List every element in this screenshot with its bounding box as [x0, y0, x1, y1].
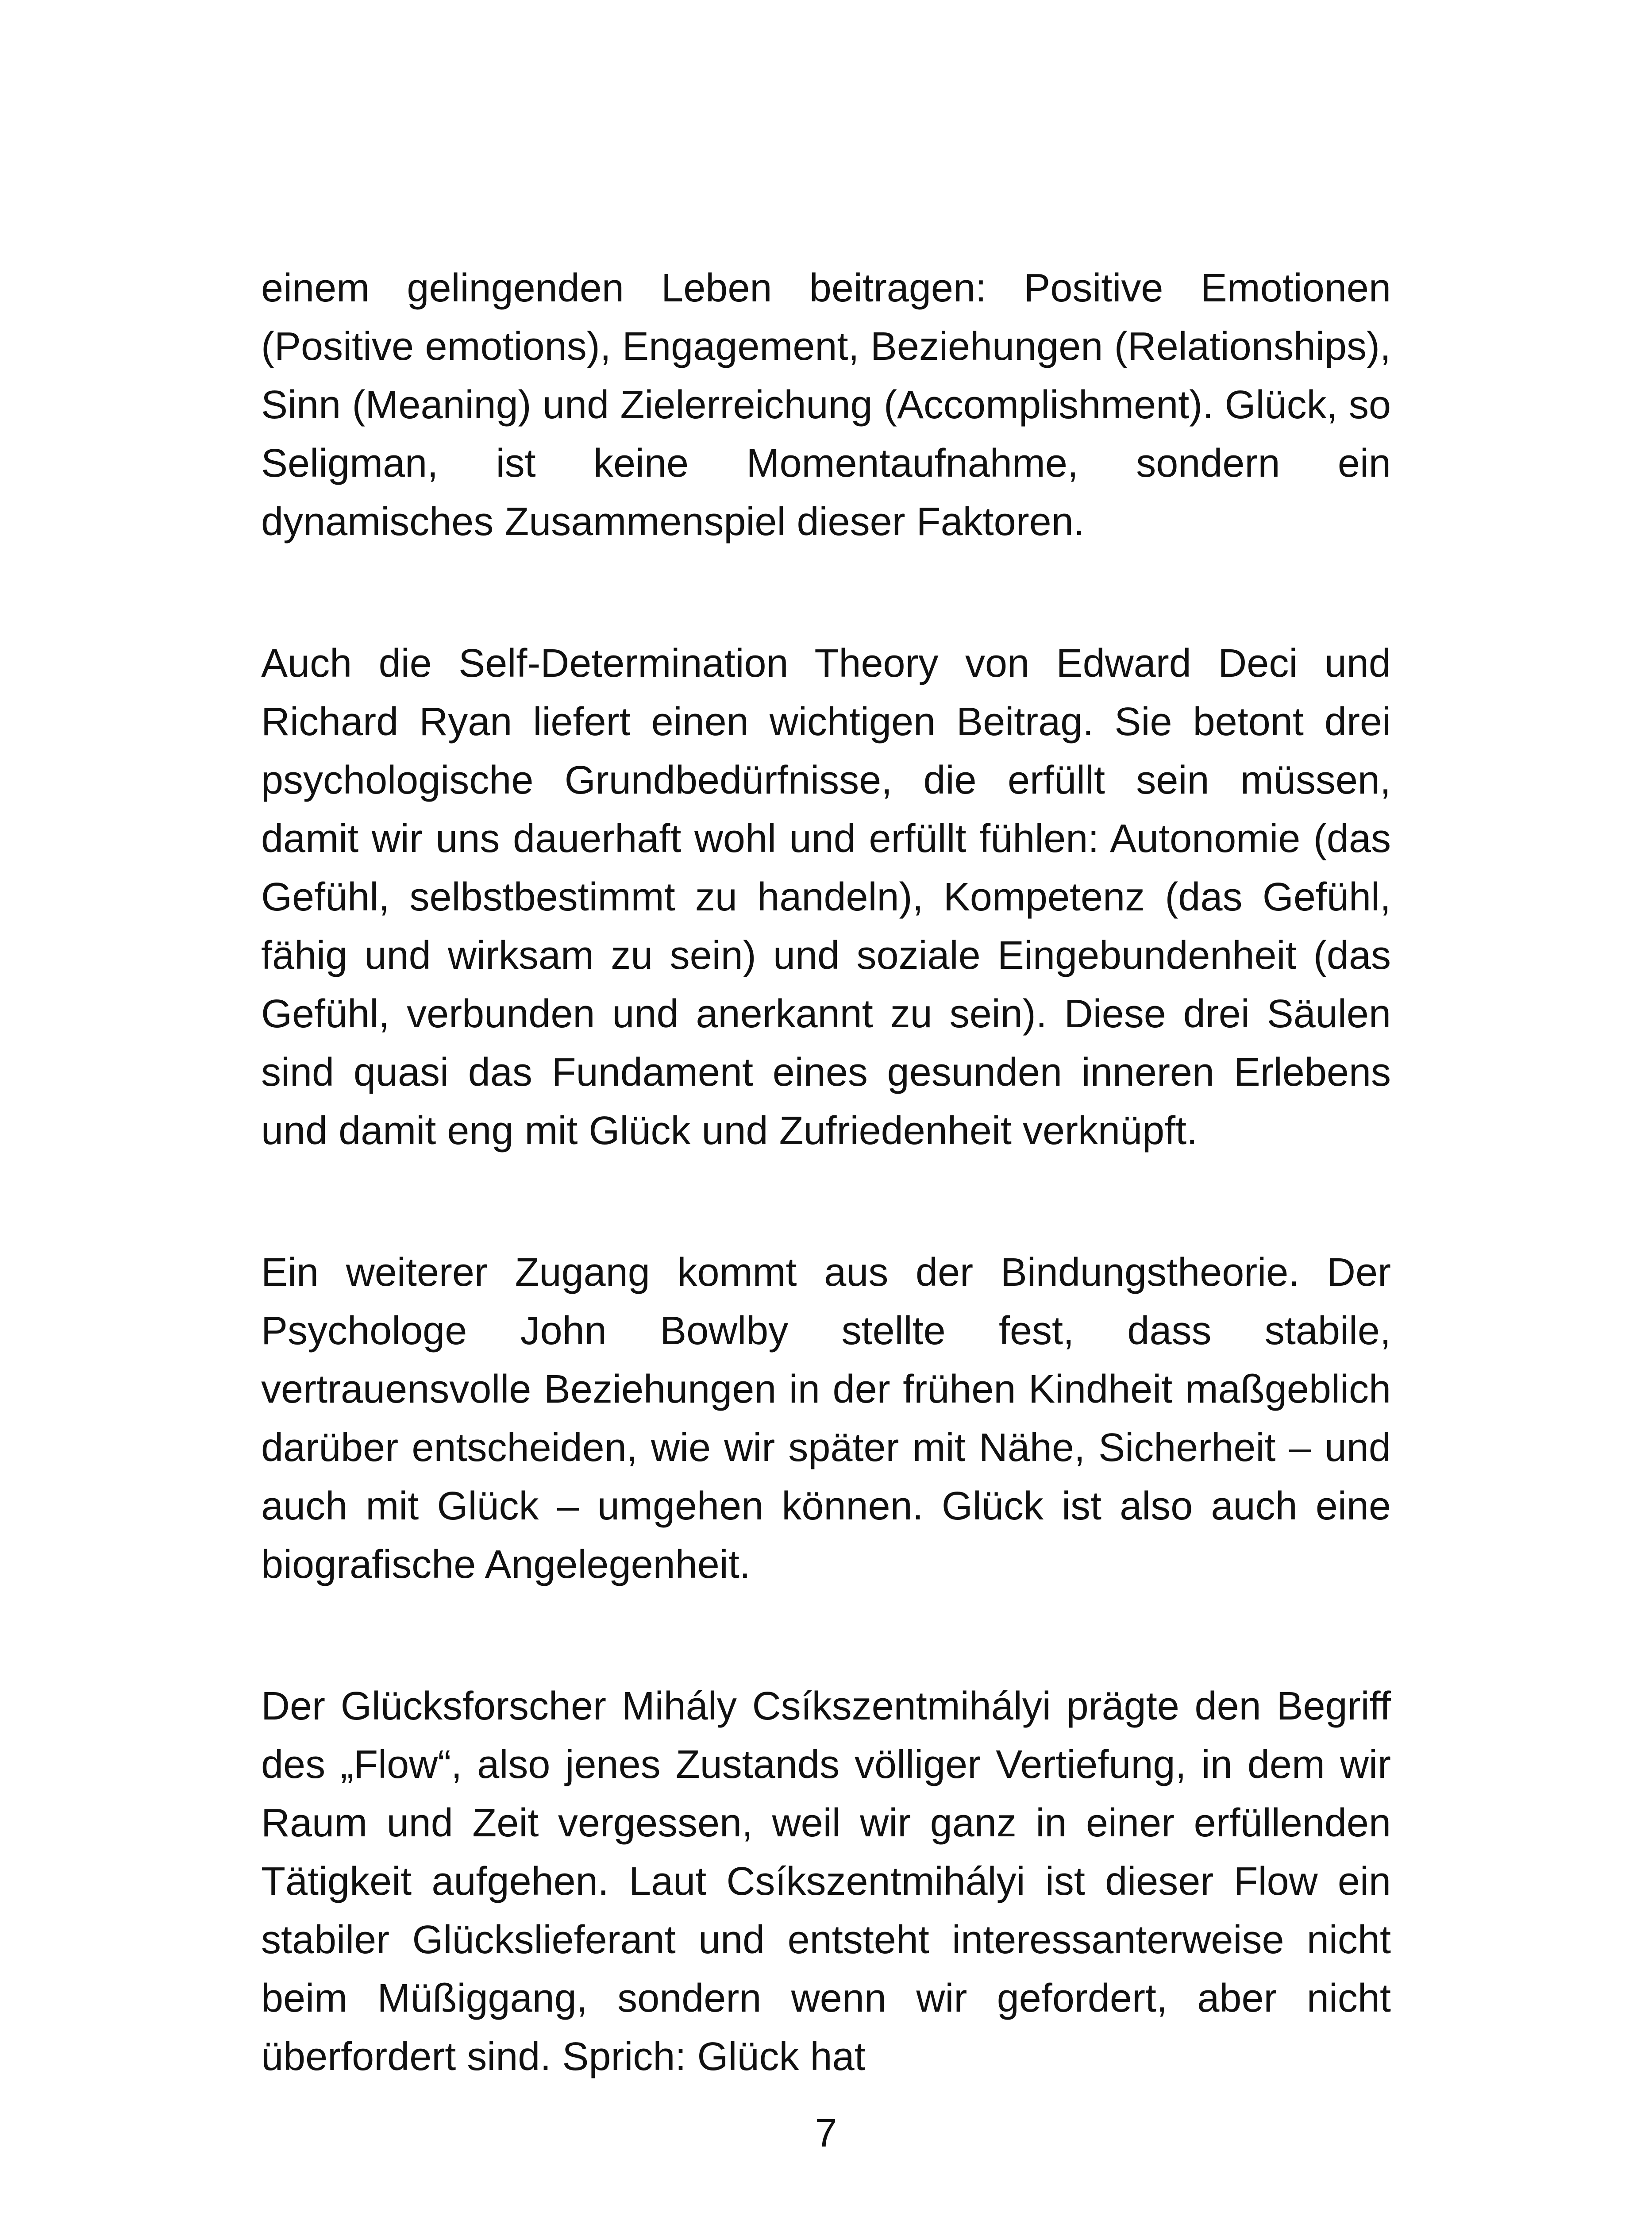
- body-text: [261, 259, 1391, 2086]
- paragraph-2: Auch die Self-Determination Theory von Edward Deci und Richard Ryan liefert einen wichtigen Beitrag. Sie betont drei psychologische Grundbedürfnisse, die erfüllt sein müssen, damit wir uns dauerhaft wohl und erfüllt fühlen: Autonomie (das Gefühl, selbstbestimmt zu handeln), Kompetenz (das Gefühl, fähig und wirksam zu sein) und soziale Eingebundenheit (das Gefühl, verbunden und anerkannt zu sein). Diese drei Säulen sind quasi das Fundament eines gesunden inneren Erlebens und damit eng mit Glück und Zufriedenheit verknüpft.: [261, 641, 1391, 1153]
- page-number: 7: [815, 2111, 837, 2155]
- paragraph-3: Ein weiterer Zugang kommt aus der Bindungstheorie. Der Psychologe John Bowlby stellte fest, dass stabile, vertrauensvolle Beziehungen in der frühen Kindheit maßgeblich darüber entscheiden, wie wir später mit Nähe, Sicherheit – und auch mit Glück – umgehen können. Glück ist also auch eine biografische Angelegenheit.: [261, 1250, 1391, 1587]
- paragraph-1: einem gelingenden Leben beitragen: Positive Emotionen (Positive emotions), Engagement, Beziehungen (Relationships), Sinn (Meaning) und Zielerreichung (Accomplishment). Glück, so Seligman, ist keine Momentaufnahme, sondern ein dynamisches Zusammenspiel dieser Faktoren.: [261, 266, 1391, 544]
- paragraph-4: Der Glücksforscher Mihály Csíkszentmihályi prägte den Begriff des „Flow“, also jenes Zustands völliger Vertiefung, in dem wir Raum und Zeit vergessen, weil wir ganz in einer erfüllenden Tätigkeit aufgehen. Laut Csíkszentmihályi ist dieser Flow ein stabiler Glückslieferant und entsteht interessanterweise nicht beim Müßiggang, sondern wenn wir gefordert, aber nicht überfordert sind. Sprich: Glück hat: [261, 1684, 1391, 2079]
